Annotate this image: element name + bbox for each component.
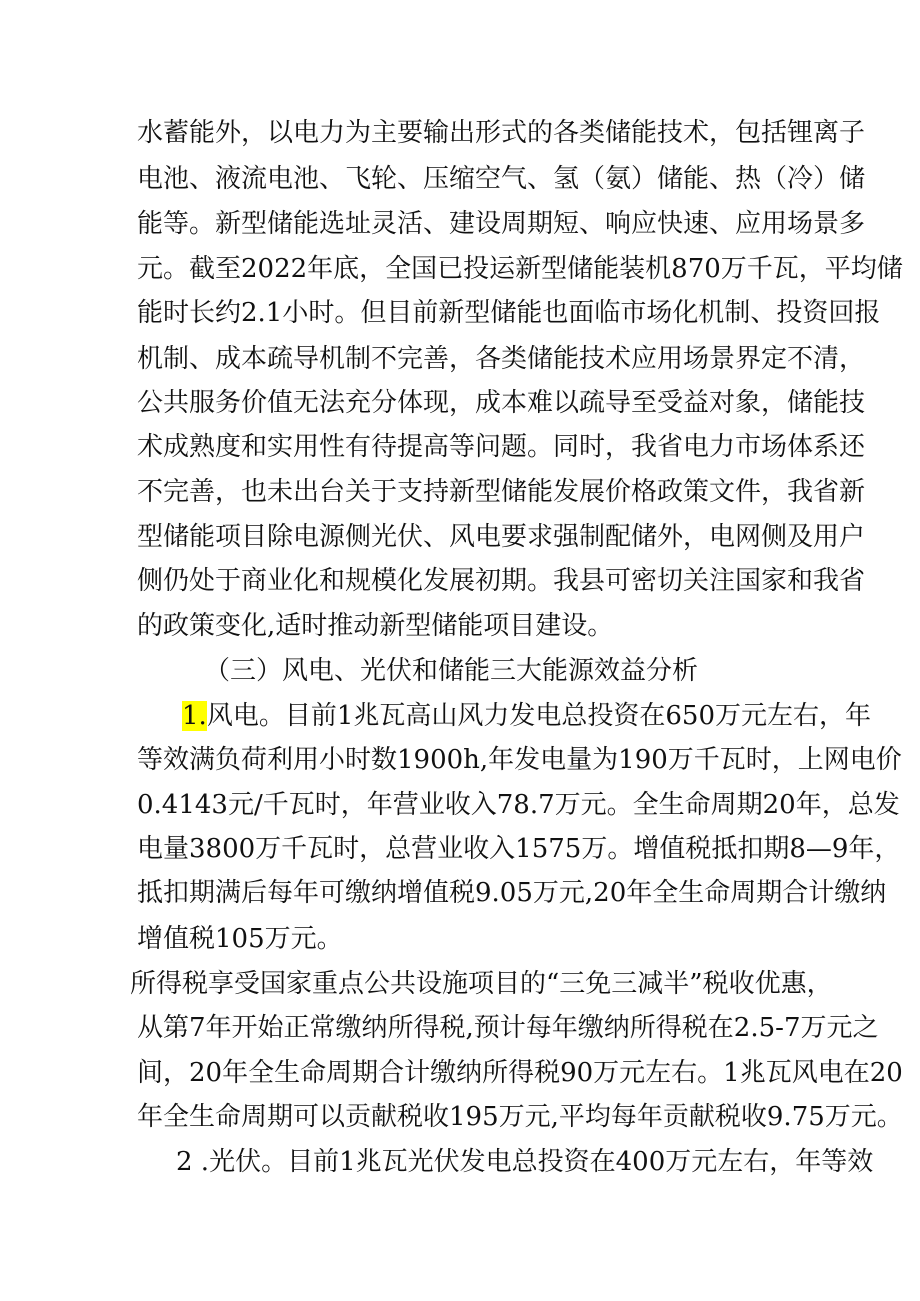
para1-line-9: 不完善，也未出台关于支持新型储能发展价格政策文件，我省新 [137,477,866,507]
para1-line-12: 的政策变化,适时推动新型储能项目建设。 [137,611,614,641]
para1-line-7: 公共服务价值无法充分体现，成本难以疏导至受益对象，储能技 [137,388,866,418]
solar-line-1: 2 .光伏。目前1兆瓦光伏发电总投资在400万元左右，年等效 [176,1147,874,1177]
para1-line-4: 元。截至2022年底，全国已投运新型储能装机870万千瓦，平均储 [137,254,903,284]
wind-line-5: 抵扣期满后每年可缴纳增值税9.05万元,20年全生命周期合计缴纳 [137,878,887,908]
para1-line-5: 能时长约2.1小时。但目前新型储能也面临市场化机制、投资回报 [137,298,881,328]
wind-line-4: 电量3800万千瓦时，总营业收入1575万。增值税抵扣期8—9年， [137,834,901,864]
para1-line-3: 能等。新型储能选址灵活、建设周期短、响应快速、应用场景多 [137,209,866,239]
tax-line-2: 从第7年开始正常缴纳所得税,预计每年缴纳所得税在2.5-7万元之 [137,1013,879,1043]
para1-line-6: 机制、成本疏导机制不完善，各类储能技术应用场景界定不清， [137,344,866,374]
para1-line-1: 水蓄能外，以电力为主要输出形式的各类储能技术，包括锂离子 [137,118,866,148]
tax-line-1: 所得税享受国家重点公共设施项目的“三免三减半”税收优惠， [130,969,833,999]
wind-number-highlight: 1. [182,701,207,731]
para1-line-2: 电池、液流电池、飞轮、压缩空气、氢（氨）储能、热（冷）储 [137,164,866,194]
para1-line-11: 侧仍处于商业化和规模化发展初期。我县可密切关注国家和我省 [137,566,866,596]
wind-line-6: 增值税105万元。 [137,924,343,954]
para1-line-10: 型储能项目除电源侧光伏、风电要求强制配储外，电网侧及用户 [137,522,866,552]
section-heading: （三）风电、光伏和储能三大能源效益分析 [204,656,699,686]
wind-line-2: 等效满负荷利用小时数1900h,年发电量为190万千瓦时，上网电价 [137,745,902,775]
wind-line-3: 0.4143元/千瓦时，年营业收入78.7万元。全生命周期20年，总发 [137,790,900,820]
tax-line-4: 年全生命周期可以贡献税收195万元,平均每年贡献税收9.75万元。 [137,1102,903,1132]
wind-line-1 [182,701,871,731]
tax-line-3: 间，20年全生命周期合计缴纳所得税90万元左右。1兆瓦风电在20 [137,1058,903,1088]
para1-line-8: 术成熟度和实用性有待提高等问题。同时，我省电力市场体系还 [137,432,866,462]
wind-line-1-text: 风电。目前1兆瓦高山风力发电总投资在650万元左右，年 [206,701,871,731]
